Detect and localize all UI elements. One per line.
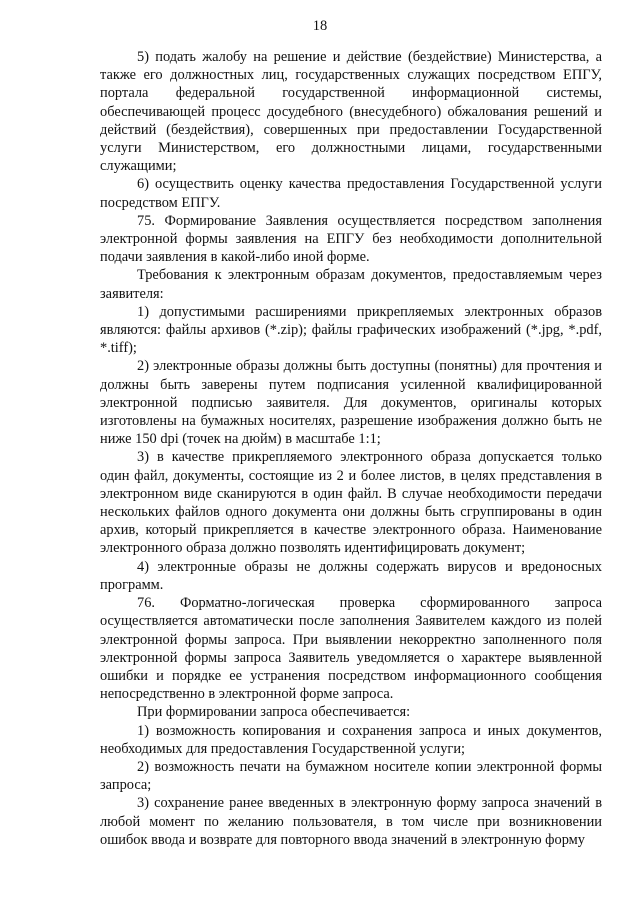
- paragraph-image-requirements-intro: Требования к электронным образам документов, предоставляемым через заявителя:: [100, 267, 602, 302]
- paragraph-item-5-complaint: 5) подать жалобу на решение и действие (бездействие) Министерства, а также его должностных лиц, государственных служащих посредством ЕПГУ, портала федеральной государственной информационной системы, обеспечивающей процесс досудебного (внесудебного) обжалования решений и действий (бездействия), совершенных при предоставлении Государственной услуги Министерством, его должностными лицами, государственными служащими;: [100, 49, 602, 175]
- paragraph-provision-2-print: 2) возможность печати на бумажном носителе копии электронной формы запроса;: [100, 758, 602, 794]
- paragraph-requirement-3-single-file: 3) в качестве прикрепляемого электронного образа допускается только один файл, документы, состоящие из 2 и более листов, в целях представления в электронном виде сканируются в один файл. В случае необходимости передачи нескольких файлов одного документа они должны быть сгруппированы в один архив, который прикрепляется в качестве электронного образа. Наименование электронного образа должно позволять идентифицировать документ;: [100, 449, 602, 557]
- paragraph-requirement-1-extensions: 1) допустимыми расширениями прикрепляемых электронных образов являются: файлы архивов (*.zip); файлы графических изображений (*.jpg, *.pdf, *.tiff);: [100, 303, 602, 357]
- paragraph-76-format-check: 76. Форматно-логическая проверка сформированного запроса осуществляется автоматически после заполнения Заявителем каждого из полей электронной формы запроса. При выявлении некорректно заполненного поля электронной формы запроса Заявитель уведомляется о характере выявленной ошибки и порядке ее устранения посредством информационного сообщения непосредственно в электронной форме запроса.: [100, 595, 602, 703]
- paragraph-requirement-2-readability: 2) электронные образы должны быть доступны (понятны) для прочтения и должны быть заверены путем подписания усиленной квалифицированной электронной подписью заявителя. Для документов, оригиналы которых изготовлены на бумажных носителях, разрешение изображения должно быть не ниже 150 dpi (точек на дюйм) в масштабе 1:1;: [100, 358, 602, 448]
- paragraph-provision-3-save-values: 3) сохранение ранее введенных в электронную форму запроса значений в любой момент по желанию пользователя, в том числе при возникновении ошибок ввода и возврате для повторного ввода значений в электронную форму: [100, 795, 602, 848]
- paragraph-75-application-form: 75. Формирование Заявления осуществляется посредством заполнения электронной формы заявления на ЕПГУ без необходимости дополнительной подачи заявления в какой-либо иной форме.: [100, 212, 602, 266]
- page-number: 18: [312, 18, 328, 34]
- paragraph-request-provisions-intro: При формировании запроса обеспечивается:: [137, 704, 411, 721]
- paragraph-requirement-4-no-viruses: 4) электронные образы не должны содержать вирусов и вредоносных программ.: [100, 558, 602, 593]
- paragraph-provision-1-copy-save: 1) возможность копирования и сохранения запроса и иных документов, необходимых для предоставления Государственной услуги;: [100, 722, 602, 757]
- paragraph-item-6-quality-assessment: 6) осуществить оценку качества предоставления Государственной услуги посредством ЕПГУ.: [100, 176, 602, 211]
- document-body: [100, 48, 602, 849]
